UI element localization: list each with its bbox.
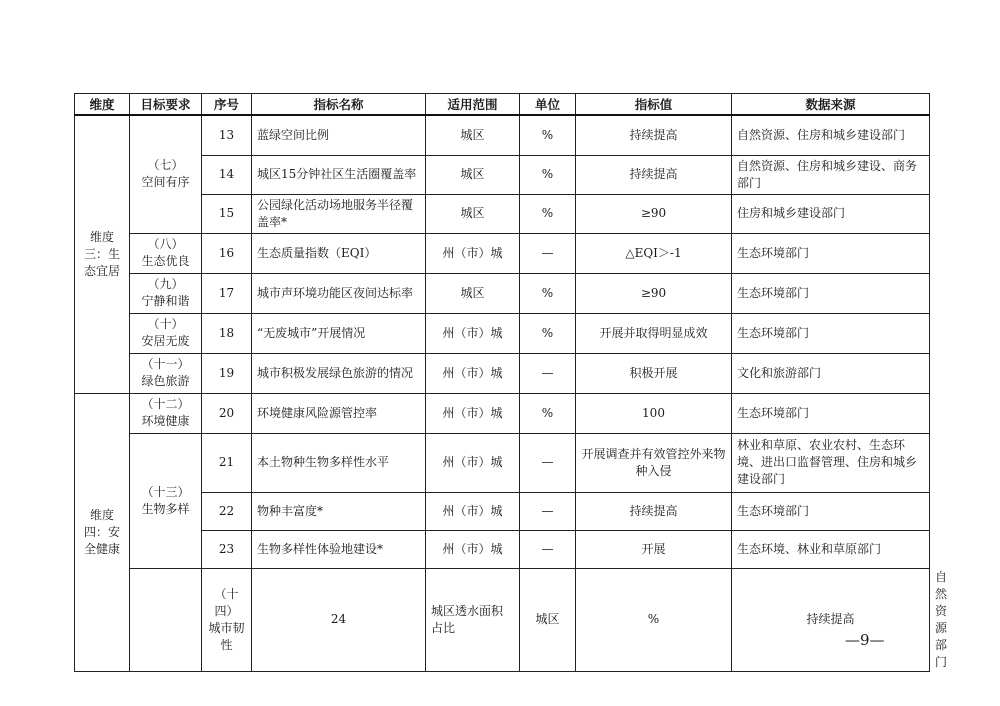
- page-number: —9—: [845, 631, 885, 649]
- table-row: [75, 194, 930, 233]
- unit-cell: —: [520, 433, 576, 492]
- table-row: [75, 353, 930, 393]
- row-number: 16: [202, 233, 252, 273]
- header-unit: 单位: [520, 94, 576, 116]
- source-cell: 生态环境、林业和草原部门: [732, 530, 930, 568]
- unit-cell: —: [520, 233, 576, 273]
- indicator-name: 蓝绿空间比例: [252, 115, 426, 155]
- table-row: [75, 155, 930, 194]
- scope-cell: 州（市）城: [426, 433, 520, 492]
- row-number: 17: [202, 273, 252, 313]
- header-indicator-name: 指标名称: [252, 94, 426, 116]
- source-cell: 生态环境部门: [732, 492, 930, 530]
- indicator-name: 本土物种生物多样性水平: [252, 433, 426, 492]
- indicator-name: “无废城市”开展情况: [252, 313, 426, 353]
- goal-cell: （十一） 绿色旅游: [130, 353, 202, 393]
- value-cell: 开展: [576, 530, 732, 568]
- unit-cell: %: [520, 155, 576, 194]
- unit-cell: —: [520, 530, 576, 568]
- indicator-table: [74, 93, 948, 672]
- source-cell: 自然资源、住房和城乡建设、商务部门: [732, 155, 930, 194]
- table-row: [75, 433, 930, 492]
- row-number: 14: [202, 155, 252, 194]
- source-cell: 生态环境部门: [732, 273, 930, 313]
- table-row: （十四） 城市韧性 24 城区透水面积占比 城区 % 持续提高 自然资源部门: [75, 568, 930, 671]
- scope-cell: 州（市）城: [426, 353, 520, 393]
- row-number: 18: [202, 313, 252, 353]
- header-source: 数据来源: [732, 94, 930, 116]
- value-cell: 开展调查并有效管控外来物种入侵: [576, 433, 732, 492]
- unit-cell: %: [520, 273, 576, 313]
- table-row: [75, 273, 930, 313]
- source-cell: 自然资源、住房和城乡建设部门: [732, 115, 930, 155]
- indicator-name: 公园绿化活动场地服务半径覆盖率*: [252, 194, 426, 233]
- dimension-cell: 维度三：生态宜居: [75, 115, 130, 393]
- value-cell: ≥90: [576, 194, 732, 233]
- source-cell: 生态环境部门: [732, 313, 930, 353]
- scope-cell: 州（市）城: [426, 313, 520, 353]
- row-number: 19: [202, 353, 252, 393]
- value-cell: △EQI＞-1: [576, 233, 732, 273]
- value-cell: 积极开展: [576, 353, 732, 393]
- indicator-name: 城市积极发展绿色旅游的情况: [252, 353, 426, 393]
- unit-cell: %: [576, 568, 732, 671]
- goal-cell: （十三） 生物多样: [130, 433, 202, 568]
- source-cell: 文化和旅游部门: [732, 353, 930, 393]
- scope-cell: 城区: [520, 568, 576, 671]
- scope-cell: 州（市）城: [426, 393, 520, 433]
- table-row: [75, 115, 930, 155]
- indicator-name: 城市声环境功能区夜间达标率: [252, 273, 426, 313]
- scope-cell: 城区: [426, 115, 520, 155]
- unit-cell: —: [520, 492, 576, 530]
- goal-cell: （十二） 环境健康: [130, 393, 202, 433]
- indicator-name: 城区透水面积占比: [426, 568, 520, 671]
- scope-cell: 城区: [426, 273, 520, 313]
- table-row: [75, 233, 930, 273]
- source-cell: 林业和草原、农业农村、生态环境、进出口监督管理、住房和城乡建设部门: [732, 433, 930, 492]
- value-cell: 持续提高: [576, 115, 732, 155]
- scope-cell: 州（市）城: [426, 233, 520, 273]
- header-scope: 适用范围: [426, 94, 520, 116]
- scope-cell: 州（市）城: [426, 492, 520, 530]
- value-cell: 100: [576, 393, 732, 433]
- unit-cell: %: [520, 313, 576, 353]
- scope-cell: 城区: [426, 194, 520, 233]
- indicator-name: 物种丰富度*: [252, 492, 426, 530]
- indicator-name: 城区15分钟社区生活圈覆盖率: [252, 155, 426, 194]
- unit-cell: %: [520, 393, 576, 433]
- value-cell: 持续提高: [732, 568, 930, 671]
- row-number: 21: [202, 433, 252, 492]
- unit-cell: —: [520, 353, 576, 393]
- header-row: [75, 94, 930, 116]
- row-number: 13: [202, 115, 252, 155]
- row-number: 15: [202, 194, 252, 233]
- header-dimension: 维度: [75, 94, 130, 116]
- value-cell: 持续提高: [576, 492, 732, 530]
- table-row: [75, 492, 930, 530]
- goal-cell: （十四） 城市韧性: [202, 568, 252, 671]
- value-cell: 开展并取得明显成效: [576, 313, 732, 353]
- indicator-name: 生态质量指数（EQI）: [252, 233, 426, 273]
- goal-cell: （九） 宁静和谐: [130, 273, 202, 313]
- goal-cell: （八） 生态优良: [130, 233, 202, 273]
- row-number: 24: [252, 568, 426, 671]
- source-cell: 生态环境部门: [732, 393, 930, 433]
- indicator-name: 环境健康风险源管控率: [252, 393, 426, 433]
- value-cell: 持续提高: [576, 155, 732, 194]
- row-number: 23: [202, 530, 252, 568]
- header-value: 指标值: [576, 94, 732, 116]
- row-number: 22: [202, 492, 252, 530]
- header-goal: 目标要求: [130, 94, 202, 116]
- goal-cell: （十） 安居无废: [130, 313, 202, 353]
- goal-cell: （七） 空间有序: [130, 115, 202, 233]
- dimension-cell: 维度四：安全健康: [75, 393, 130, 671]
- source-cell: 住房和城乡建设部门: [732, 194, 930, 233]
- table-row: [75, 313, 930, 353]
- table-row: [75, 530, 930, 568]
- scope-cell: 城区: [426, 155, 520, 194]
- row-number: 20: [202, 393, 252, 433]
- source-cell: 生态环境部门: [732, 233, 930, 273]
- table-row: [75, 393, 930, 433]
- unit-cell: %: [520, 194, 576, 233]
- scope-cell: 州（市）城: [426, 530, 520, 568]
- unit-cell: %: [520, 115, 576, 155]
- value-cell: ≥90: [576, 273, 732, 313]
- indicator-name: 生物多样性体验地建设*: [252, 530, 426, 568]
- header-number: 序号: [202, 94, 252, 116]
- dimension-cell-continued: [130, 568, 202, 671]
